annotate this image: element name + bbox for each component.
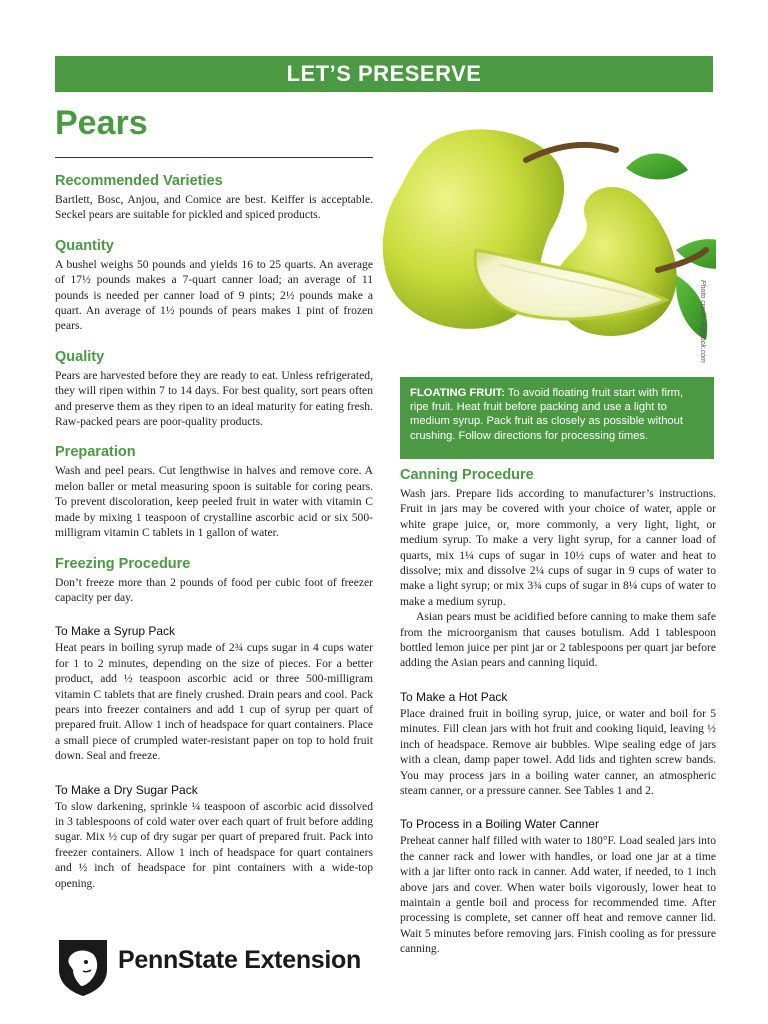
heading-preparation: Preparation — [55, 444, 136, 461]
text-canning-2: Asian pears must be acidified before canning to make them safe from the microorganism that causes botulism. Add 1 tablespoon bottled lemon juice per pint jar or 2 tablespoons per quart jar before adding the Asian pears and canning liquid. — [400, 610, 716, 670]
section-hot-pack — [400, 689, 716, 798]
section-varieties — [55, 172, 373, 223]
section-syrup-pack — [55, 623, 373, 763]
section-boiling-canner — [400, 816, 716, 956]
page-title: Pears — [55, 104, 148, 142]
text-dry-sugar: To slow darkening, sprinkle ¼ teaspoon of ascorbic acid dissolved in 3 tablespoons of cold water over each quart of fruit before adding sugar. Mix ½ cup of dry sugar per quart of prepared fruit. Pack into freezer containers. Allow 1 inch of headspace for quart containers and ½ inch of headspace for pint containers with a wide-top opening. — [55, 799, 373, 890]
logo-extension: Extension — [237, 946, 361, 974]
heading-dry-sugar: To Make a Dry Sugar Pack — [55, 782, 198, 797]
heading-quality: Quality — [55, 348, 105, 365]
text-boiling-canner: Preheat canner half filled with water to 180°F. Load sealed jars into the canner rack and lower with handles, or load one jar at a time with a jar lifter onto rack in canner. Add water, if needed, to 1 inch above jars and cover. When water boils vigorously, lower heat to maintain a gentle boil and process for recommended time. After processing is complete, set canner off heat and remove canner lid. Wait 5 minutes before removing jars. Finish cooling as for pressure canning. — [400, 834, 716, 956]
section-quality — [55, 348, 373, 430]
section-canning — [400, 466, 716, 671]
heading-freezing: Freezing Procedure — [55, 555, 191, 572]
tip-label: FLOATING FRUIT: — [410, 387, 505, 399]
text-hot-pack: Place drained fruit in boiling syrup, juice, or water and boil for 5 minutes. Fill clean jars with hot fruit and cooking liquid, leaving ½ inch of headspace. Remove air bubbles. Wipe sealing edge of jars with a clean, damp paper towel. Add lids and tighten screw bands. You may process jars in a boiling water canner, an atmospheric steam canner, or a pressure canner. See Tables 1 and 2. — [400, 706, 716, 797]
heading-quantity: Quantity — [55, 237, 114, 254]
pennstate-extension-logo — [55, 936, 375, 998]
text-quality: Pears are harvested before they are ready to eat. Unless refrigerated, they will ripen within 7 to 14 days. For best quality, sort pears often and preserve them as they ripen to an ideal maturity for eating fresh. Raw-packed pears are poor-quality products. — [55, 368, 373, 429]
text-quantity: A bushel weighs 50 pounds and yields 16 to 25 quarts. An average of 17½ pounds makes a 7-quart canner load; an average of 11 pounds is needed per canner load of 9 pints; 2½ pounds make a quart. An average of 1½ pounds of pears makes 1 pint of frozen pears. — [55, 257, 373, 333]
left-column — [55, 172, 373, 904]
logo-wordmark — [118, 946, 361, 975]
nittany-lion-shield-icon — [55, 936, 111, 998]
photo-credit: Photo credit: Bigstock.com — [699, 280, 706, 363]
series-banner: LET’S PRESERVE — [55, 56, 713, 92]
title-divider — [55, 157, 373, 158]
right-column — [400, 466, 716, 970]
heading-hot-pack: To Make a Hot Pack — [400, 689, 508, 704]
section-quantity — [55, 237, 373, 334]
text-varieties: Bartlett, Bosc, Anjou, and Comice are best. Keiffer is acceptable. Seckel pears are suitable for pickled and spiced products. — [55, 193, 373, 222]
section-freezing — [55, 555, 373, 606]
heading-boiling-canner: To Process in a Boiling Water Canner — [400, 817, 599, 832]
text-preparation: Wash and peel pears. Cut lengthwise in halves and remove core. A melon baller or metal measuring spoon is suitable for coring pears. To prevent discoloration, keep peeled fruit in water with vitamin C made by mixing 1 teaspoon of crystalline ascorbic acid or six 500-milligram vitamin C tablets in 1 gallon of water. — [55, 464, 373, 540]
tip-text: To avoid floating fruit start with firm, ripe fruit. Heat fruit before packing and use a light to medium syrup. Pack fruit as closely as possible without crushing. Follow directions for processing times. — [410, 387, 684, 442]
logo-pennstate: PennState — [118, 946, 238, 974]
pears-photo — [376, 100, 716, 370]
heading-varieties: Recommended Varieties — [55, 173, 223, 189]
floating-fruit-tip — [400, 377, 714, 459]
text-freezing: Don’t freeze more than 2 pounds of food per cubic foot of freezer capacity per day. — [55, 575, 373, 604]
heading-canning: Canning Procedure — [400, 467, 534, 483]
heading-syrup-pack: To Make a Syrup Pack — [55, 624, 176, 639]
section-preparation — [55, 443, 373, 540]
text-canning-1: Wash jars. Prepare lids according to manufacturer’s instructions. Fruit in jars may be covered with your choice of water, apple or white grape juice, or, more commonly, a very light, light, or medium syrup. To make a very light syrup, for a canner load of quarts, mix 1¼ cups of sugar in 10½ cups of water and heat to dissolve; mix and dissolve 2¼ cups of sugar in 9 cups of water to make a light syrup; or mix 3¾ cups of sugar in 8¼ cups of water to make a medium syrup. — [400, 487, 716, 608]
section-dry-sugar — [55, 782, 373, 891]
text-syrup-pack: Heat pears in boiling syrup made of 2¾ cups sugar in 4 cups water for 1 to 2 minutes, depending on the size of pieces. For a better product, add ½ teaspoon ascorbic acid or three 500-milligram vitamin C tablets that are finely crushed. Drain pears and cool. Pack pears into freezer containers and add 1 cup of syrup per quart of prepared fruit. Allow 1 inch of headspace for quart containers. Place a small piece of crumpled water-resistant paper on top to hold fruit down. Seal and freeze. — [55, 641, 373, 763]
